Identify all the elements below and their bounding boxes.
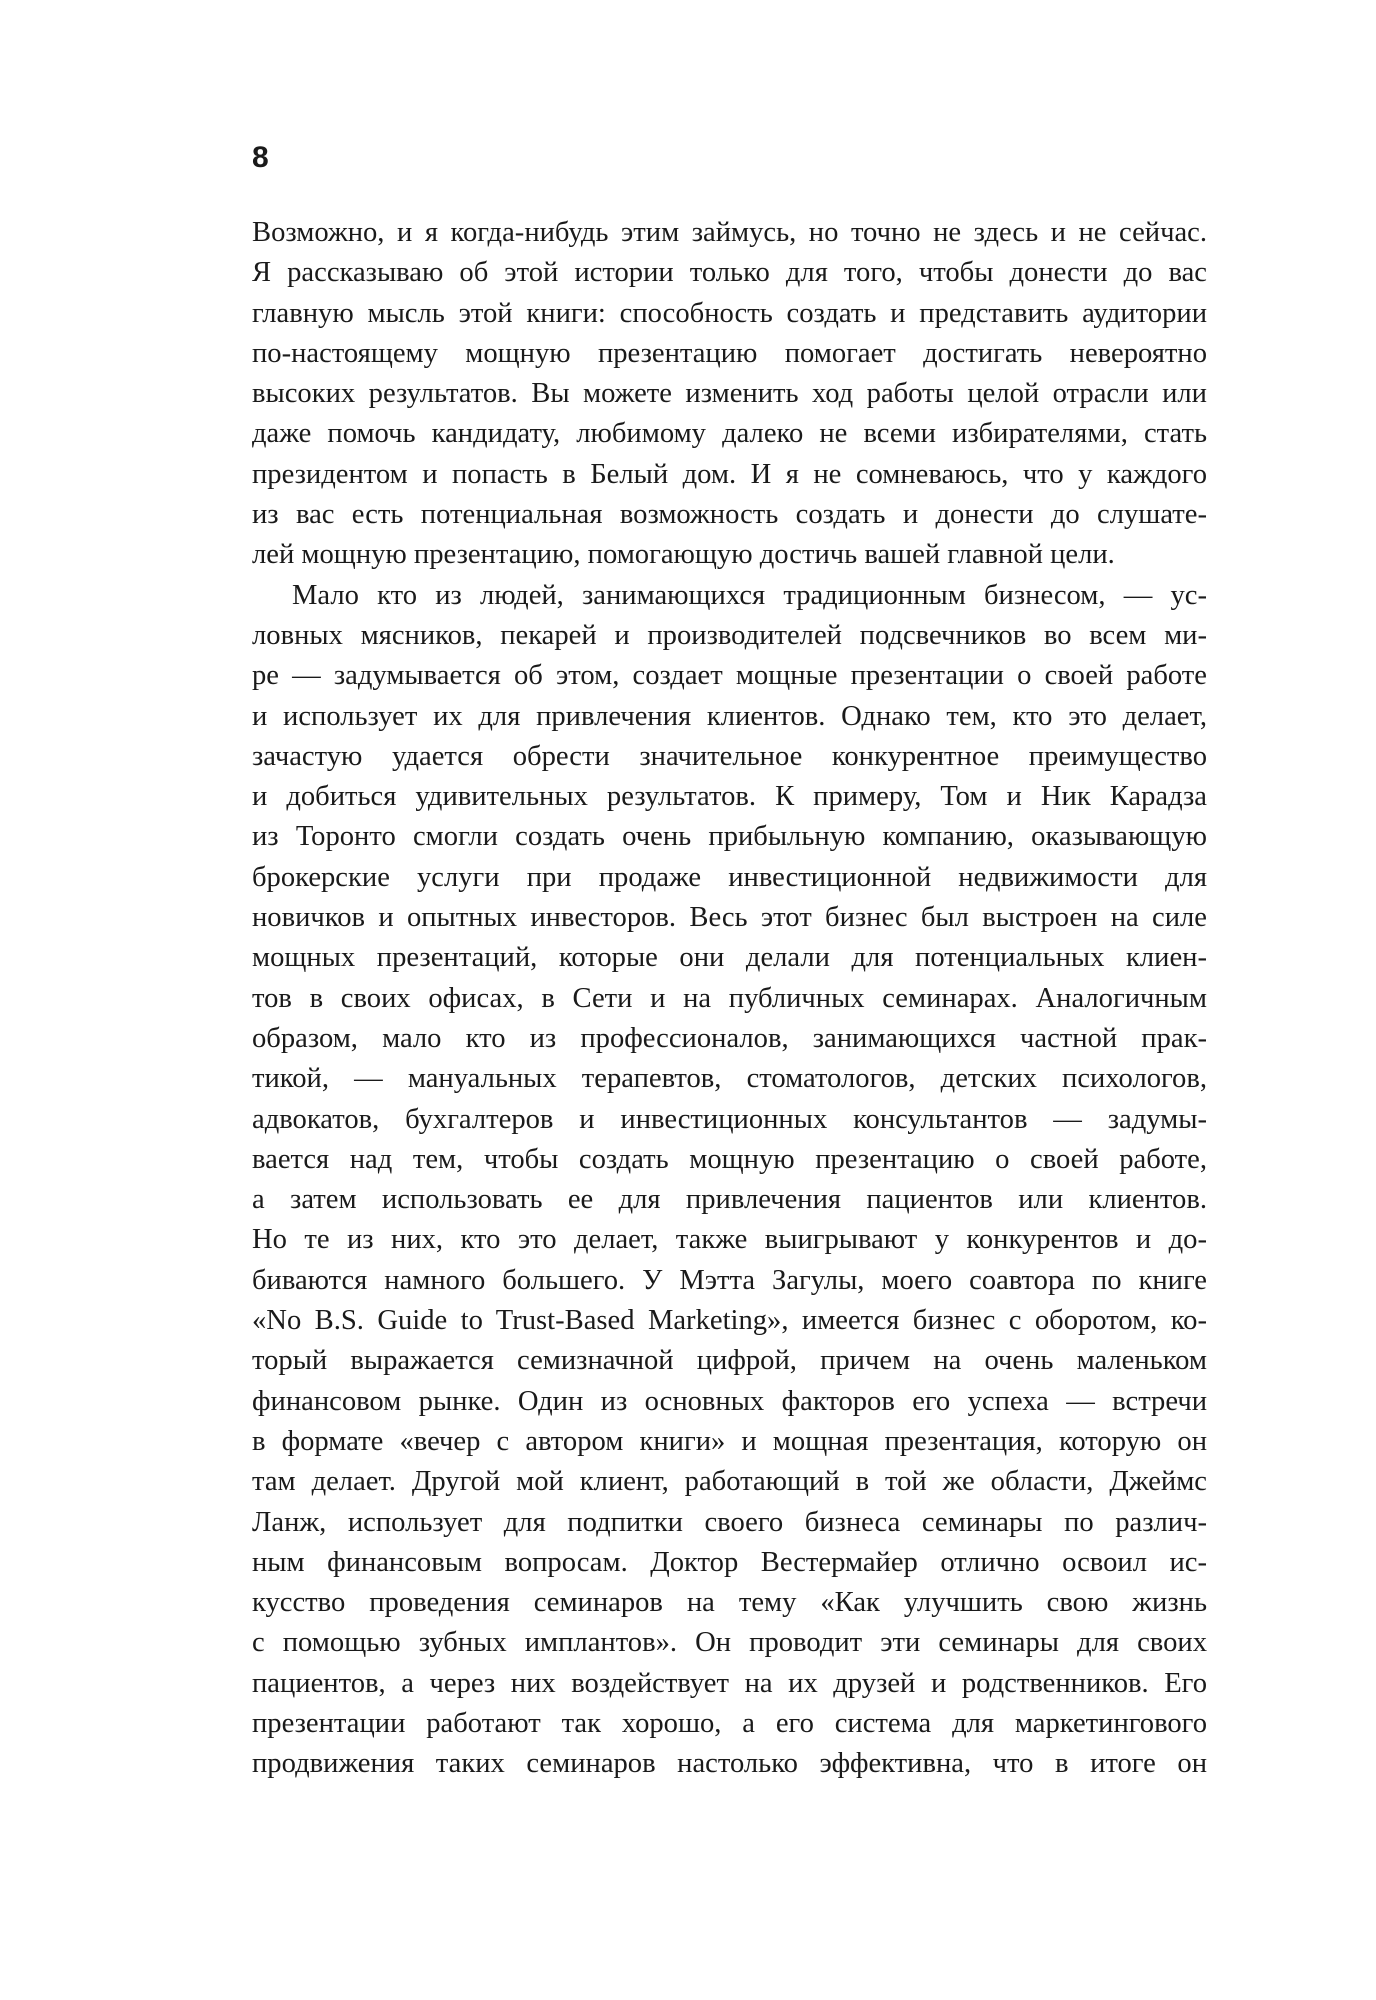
page-number: 8	[252, 141, 269, 174]
text-line: новичков и опытных инвесторов. Весь этот бизнес был выстроен на силе	[252, 902, 1207, 934]
text-line: ным финансовым вопросам. Доктор Вестермайер отлично освоил ис-	[252, 1546, 1207, 1578]
text-line: даже помочь кандидату, любимому далеко не всеми избирателями, стать	[252, 418, 1207, 450]
text-line: по-настоящему мощную презентацию помогает достигать невероятно	[252, 337, 1207, 369]
text-line: там делает. Другой мой клиент, работающий в той же области, Джеймс	[252, 1466, 1207, 1498]
text-line: Я рассказываю об этой истории только для того, чтобы донести до вас	[252, 257, 1207, 289]
text-line: из вас есть потенциальная возможность создать и донести до слушате-	[252, 499, 1207, 531]
text-line: в формате «вечер с автором книги» и мощная презентация, которую он	[252, 1425, 1207, 1457]
text-line: образом, мало кто из профессионалов, занимающихся частной прак-	[252, 1022, 1207, 1054]
text-line: Но те из них, кто это делает, также выигрывают у конкурентов и до-	[252, 1224, 1207, 1256]
text-line: продвижения таких семинаров настолько эффективна, что в итоге он	[252, 1748, 1207, 1780]
text-line: и использует их для привлечения клиентов. Однако тем, кто это делает,	[252, 700, 1207, 732]
text-line: главную мысль этой книги: способность создать и представить аудитории	[252, 297, 1207, 329]
text-line: Возможно, и я когда-нибудь этим займусь, но точно не здесь и не сейчас.	[252, 217, 1207, 248]
text-line: «No B.S. Guide to Trust-Based Marketing», имеется бизнес с оборотом, ко-	[252, 1305, 1207, 1337]
paragraph-first-line: Мало кто из людей, занимающихся традиционным бизнесом, — ус-	[292, 579, 1207, 611]
text-line: из Торонто смогли создать очень прибыльную компанию, оказывающую	[252, 821, 1207, 853]
text-line: кусство проведения семинаров на тему «Как улучшить свою жизнь	[252, 1587, 1207, 1619]
text-line: ре — задумывается об этом, создает мощные презентации о своей работе	[252, 660, 1207, 692]
text-line: торый выражается семизначной цифрой, причем на очень маленьком	[252, 1345, 1207, 1377]
text-line: с помощью зубных имплантов». Он проводит эти семинары для своих	[252, 1627, 1207, 1659]
text-line: высоких результатов. Вы можете изменить ход работы целой отрасли или	[252, 378, 1207, 410]
body-text	[252, 213, 1207, 1785]
text-line: лей мощную презентацию, помогающую достичь вашей главной цели.	[252, 539, 1115, 571]
text-line: биваются намного большего. У Мэтта Загулы, моего соавтора по книге	[252, 1264, 1207, 1296]
text-line: зачастую удается обрести значительное конкурентное преимущество	[252, 740, 1207, 772]
text-line: адвокатов, бухгалтеров и инвестиционных консультантов — задумы-	[252, 1103, 1207, 1135]
text-line: мощных презентаций, которые они делали для потенциальных клиен-	[252, 942, 1207, 974]
text-line: а затем использовать ее для привлечения пациентов или клиентов.	[252, 1184, 1207, 1216]
text-line: тикой, — мануальных терапевтов, стоматологов, детских психологов,	[252, 1063, 1207, 1095]
text-line: презентации работают так хорошо, а его система для маркетингового	[252, 1707, 1207, 1739]
text-line: пациентов, а через них воздействует на их друзей и родственников. Его	[252, 1667, 1207, 1699]
text-line: президентом и попасть в Белый дом. И я не сомневаюсь, что у каждого	[252, 458, 1207, 490]
text-line: вается над тем, чтобы создать мощную презентацию о своей работе,	[252, 1143, 1207, 1175]
text-line: и добиться удивительных результатов. К примеру, Том и Ник Карадза	[252, 781, 1207, 813]
text-line: ловных мясников, пекарей и производителей подсвечников во всем ми-	[252, 619, 1207, 651]
text-line: брокерские услуги при продаже инвестиционной недвижимости для	[252, 861, 1207, 893]
text-line: Ланж, использует для подпитки своего бизнеса семинары по различ-	[252, 1506, 1207, 1538]
text-line: финансовом рынке. Один из основных факторов его успеха — встречи	[252, 1385, 1207, 1417]
text-line: тов в своих офисах, в Сети и на публичных семинарах. Аналогичным	[252, 982, 1207, 1014]
